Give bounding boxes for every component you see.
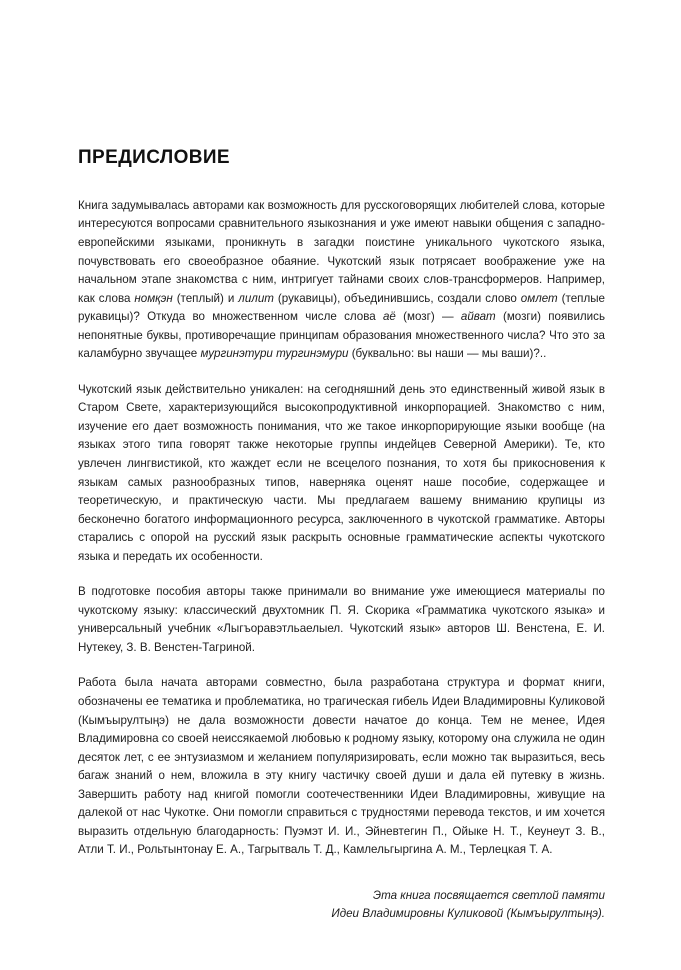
dedication-line-2: Идеи Владимировны Куликовой (Кымъырултыңэ).: [331, 907, 605, 921]
italic-term: номқэн: [134, 291, 173, 305]
italic-term: омлет: [520, 291, 558, 305]
page-content: [78, 148, 605, 924]
dedication-line-1: Эта книга посвящается светлой памяти: [373, 888, 605, 902]
page-title: ПРЕДИСЛОВИЕ: [78, 147, 231, 168]
italic-term: айват: [460, 310, 496, 324]
paragraph-1: Книга задумывалась авторами как возможность для русскоговорящих любителей слова, которые интересуются вопросами сравнительного языкознания и уже имеют навыки общения с западно-европейскими языками, проникнуть в загадки поистине уникального чукотского языка, почувствовать его своеобразное обаяние. Чукотский язык потрясает воображение уже на начальном этапе знакомства с ним, интригует тайнами своих слов-трансформеров. Например, как слова номқэн (теплый) и лилит (рукавицы), объединившись, создали слово омлет (теплые рукавицы)? Откуда во множественном числе слова аё (мозг) — айват (мозги) появились непонятные буквы, противоречащие принципам образования множественного числа? Что это за каламбурно звучащее мургинэтури тургинэмури (буквально: вы наши — мы ваши)?..: [78, 198, 605, 361]
paragraph-2: Чукотский язык действительно уникален: на сегодняшний день это единственный живой язык в Старом Свете, характеризующийся высокопродуктивной инкорпорацией. Знакомство с ним, изучение его дает возможность понимания, что же такое инкорпорирующие языки вообще (на языках этого типа говорят также некоторые группы индейцев Северной Америки). Те, кто увлечен лингвистикой, кто жаждет если не всецелого познания, то хотя бы прикосновения к языкам самых разнообразных типов, наверняка оценят наше пособие, содержащее и теоретическую, и практическую части. Мы предлагаем вашему вниманию крупицы из бесконечно богатого информационного ресурса, заключенного в чукотской грамматике. Авторы старались с опорой на русский язык раскрыть основные грамматические аспекты чукотского языка и передать их особенности.: [78, 382, 605, 563]
italic-term: мургинэтури тургинэмури: [200, 347, 349, 361]
italic-term: лилит: [238, 291, 274, 305]
italic-term: аё: [382, 310, 396, 324]
dedication-block: [78, 887, 605, 924]
paragraph-4: Работа была начата авторами совместно, была разработана структура и формат книги, обозначены ее тематика и проблематика, но трагическая гибель Идеи Владимировны Куликовой (Кымъырултыңэ) не дала возможности довести начатое до конца. Тем не менее, Идея Владимировна со своей неиссякаемой любовью к родному языку, которому она служила не один десяток лет, с ее энтузиазмом и желанием популяризировать, если можно так выразиться, весь багаж знаний о нем, вложила в эту книгу частичку своей души и дала ей путевку в жизнь. Завершить работу над книгой помогли соотечественники Идеи Владимировны, живущие на далекой от нас Чукотке. Они помогли справиться с трудностями перевода текстов, и им хочется выразить отдельную благодарность: Пуэмэт И. И., Эйневтегин П., Ойыке Н. Т., Кеунеут З. В., Атли Т. И., Рольтынтонау Е. А., Тагрытваль Т. Д., Камлельгыргина А. М., Терлецкая Т. А.: [78, 676, 605, 857]
paragraph-3: В подготовке пособия авторы также принимали во внимание уже имеющиеся материалы по чукотскому языку: классический двухтомник П. Я. Скорика «Грамматика чукотского языка» и универсальный учебник «Лыгъоравэтльаелыел. Чукотский язык» авторов Ш. Венстена, Е. И. Нутекеу, З. В. Венстен-Тагриной.: [78, 585, 605, 654]
